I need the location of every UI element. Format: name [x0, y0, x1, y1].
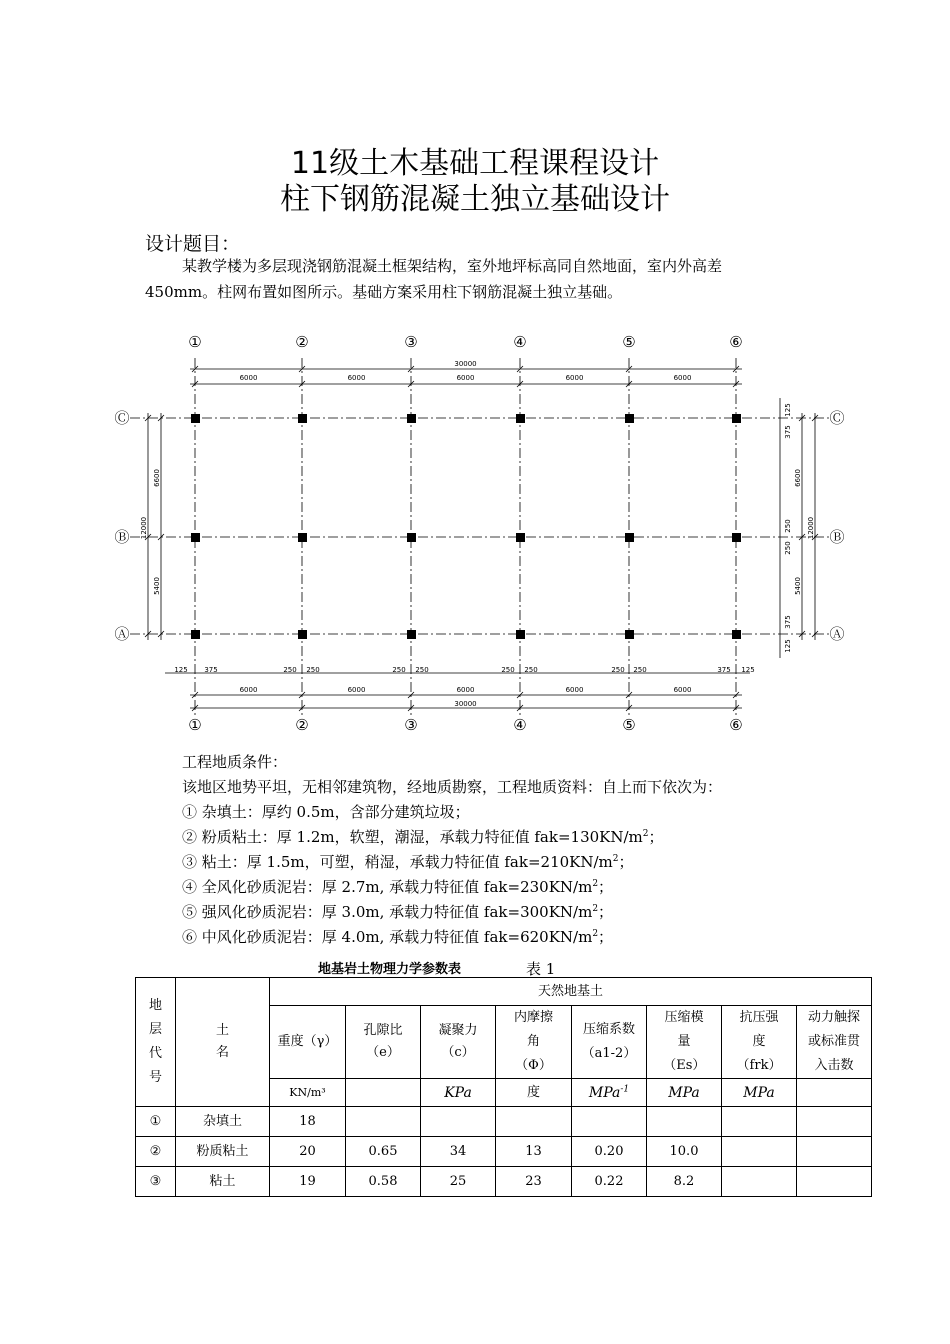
dim-row-span-right: 5400	[794, 577, 802, 595]
column-mark	[732, 630, 741, 639]
dim-offset-right: 125	[784, 403, 792, 417]
geology-layer-2: ② 粉质粘土：厚 1.2m，软塑，潮湿，承载力特征值 $fak=130KN/m^2$；	[182, 828, 664, 846]
unit-compress-modulus: MPa	[647, 1079, 722, 1107]
column-mark	[625, 414, 634, 423]
header-void-ratio: 孔隙比（e）	[346, 1006, 421, 1079]
table-title: 地基岩土物理力学参数表	[318, 962, 462, 977]
column-mark	[298, 414, 307, 423]
cell-value	[722, 1107, 797, 1137]
geology-layer-1: ① 杂填土：厚约 0.5m，含部分建筑垃圾；	[182, 803, 470, 821]
axis-number-bottom: ③	[404, 716, 418, 734]
table-row	[136, 1167, 872, 1197]
axis-letter-right: Ⓒ	[829, 409, 845, 427]
unit-penetration-count	[797, 1079, 872, 1107]
axis-letter-left: Ⓒ	[114, 409, 130, 427]
table-row	[136, 1137, 872, 1167]
unit-compress-coeff: MPa$^{-1}$	[572, 1079, 647, 1107]
dim-row-span-left: 6600	[153, 469, 161, 487]
dim-offset-bottom: 250	[415, 666, 429, 674]
axis-number-top: ①	[188, 333, 202, 351]
unit-void-ratio	[346, 1079, 421, 1107]
unit-unit-weight: KN/m³	[270, 1079, 346, 1107]
dim-bay-span-top: 6000	[347, 374, 366, 382]
column-mark	[191, 630, 200, 639]
dim-bay-span-bottom: 6000	[673, 686, 692, 694]
cell-value: 10.0	[647, 1137, 722, 1167]
dim-bay-span-top: 6000	[456, 374, 475, 382]
geology-layer-5: ⑤ 强风化砂质泥岩：厚 3.0m, 承载力特征值 $fak=300KN/m^2$；	[182, 903, 614, 921]
axis-letter-right: Ⓑ	[829, 528, 845, 546]
column-mark	[191, 414, 200, 423]
dim-offset-right: 125	[784, 639, 792, 653]
cell-value: 23	[496, 1167, 572, 1197]
dim-total-length-bottom: 30000	[454, 700, 477, 708]
column-mark	[625, 533, 634, 542]
cell-code: ②	[136, 1137, 176, 1167]
intro-line-2: 450mm。柱网布置如图所示。基础方案采用柱下钢筋混凝土独立基础。	[145, 283, 623, 301]
cell-value	[647, 1107, 722, 1137]
dim-total-width-left: 12000	[140, 516, 148, 540]
axis-number-bottom: ⑤	[622, 716, 636, 734]
dim-offset-bottom: 250	[283, 666, 297, 674]
axis-number-bottom: ②	[295, 716, 309, 734]
cell-value	[722, 1137, 797, 1167]
cell-value: 20	[270, 1137, 346, 1167]
axis-letter-right: Ⓐ	[829, 625, 845, 643]
header-soil-name: 土名	[176, 978, 270, 1107]
cell-value: 25	[421, 1167, 496, 1197]
dim-offset-right: 375	[784, 615, 792, 629]
header-compress-modulus: 压缩模量（Es）	[647, 1006, 722, 1079]
cell-value: 0.65	[346, 1137, 421, 1167]
table-number: 表 1	[526, 960, 556, 978]
cell-value	[346, 1107, 421, 1137]
section-heading: 设计题目：	[145, 233, 241, 255]
geology-layer-6: ⑥ 中风化砂质泥岩：厚 4.0m, 承载力特征值 $fak=620KN/m^2$；	[182, 928, 614, 946]
cell-value: 19	[270, 1167, 346, 1197]
cell-name: 粘土	[176, 1167, 270, 1197]
axis-number-top: ③	[404, 333, 418, 351]
cell-value	[797, 1137, 872, 1167]
cell-value: 0.22	[572, 1167, 647, 1197]
dim-bay-span-top: 6000	[239, 374, 258, 382]
geology-intro: 该地区地势平坦，无相邻建筑物，经地质勘察，工程地质资料：自上而下依次为：	[182, 778, 723, 796]
column-mark	[732, 414, 741, 423]
header-friction-angle: 内摩擦角（Φ）	[496, 1006, 572, 1079]
header-layer-code: 地层代号	[136, 978, 176, 1107]
cell-value	[572, 1107, 647, 1137]
geology-layer-3: ③ 粘土：厚 1.5m，可塑，稍湿，承载力特征值 $fak=210KN/m^2$；	[182, 853, 634, 871]
unit-friction-angle: 度	[496, 1079, 572, 1107]
header-compressive-strength: 抗压强度（frk）	[722, 1006, 797, 1079]
dim-bay-span-top: 6000	[565, 374, 584, 382]
dim-offset-bottom: 250	[306, 666, 320, 674]
header-natural-soil: 天然地基土	[270, 978, 872, 1006]
cell-value: 34	[421, 1137, 496, 1167]
dim-bay-span-top: 6000	[673, 374, 692, 382]
column-mark	[298, 533, 307, 542]
cell-value	[496, 1107, 572, 1137]
cell-value: 0.58	[346, 1167, 421, 1197]
column-mark	[516, 414, 525, 423]
axis-number-top: ②	[295, 333, 309, 351]
geology-heading: 工程地质条件：	[182, 753, 288, 771]
cell-value	[797, 1167, 872, 1197]
cell-code: ①	[136, 1107, 176, 1137]
soil-parameter-table	[135, 977, 872, 1197]
dim-bay-span-bottom: 6000	[239, 686, 258, 694]
cell-code: ③	[136, 1167, 176, 1197]
axis-number-bottom: ①	[188, 716, 202, 734]
cell-value: 0.20	[572, 1137, 647, 1167]
dim-offset-bottom: 250	[501, 666, 515, 674]
dim-offset-bottom: 250	[633, 666, 647, 674]
dim-row-span-right: 6600	[794, 469, 802, 487]
header-unit-weight: 重度（γ）	[270, 1006, 346, 1079]
table-row	[136, 1107, 872, 1137]
header-compress-coeff: 压缩系数（a1-2）	[572, 1006, 647, 1079]
axis-letter-left: Ⓑ	[114, 528, 130, 546]
dim-offset-bottom: 375	[204, 666, 218, 674]
title-line-1: 11级土木基础工程课程设计	[290, 146, 660, 181]
header-penetration-count: 动力触探或标准贯入击数	[797, 1006, 872, 1079]
cell-value	[722, 1167, 797, 1197]
dim-offset-bottom: 250	[611, 666, 625, 674]
axis-letter-left: Ⓐ	[114, 625, 130, 643]
cell-value: 13	[496, 1137, 572, 1167]
unit-cohesion: KPa	[421, 1079, 496, 1107]
cell-value	[421, 1107, 496, 1137]
dim-offset-bottom: 250	[392, 666, 406, 674]
column-mark	[191, 533, 200, 542]
dim-offset-right: 375	[784, 425, 792, 439]
dim-offset-bottom: 125	[174, 666, 188, 674]
axis-number-top: ⑤	[622, 333, 636, 351]
dim-bay-span-bottom: 6000	[347, 686, 366, 694]
column-mark	[407, 414, 416, 423]
cell-value	[797, 1107, 872, 1137]
cell-name: 粉质粘土	[176, 1137, 270, 1167]
column-mark	[407, 533, 416, 542]
column-mark	[407, 630, 416, 639]
dim-offset-right: 250	[784, 541, 792, 555]
title-line-2: 柱下钢筋混凝土独立基础设计	[280, 182, 670, 217]
column-mark	[732, 533, 741, 542]
dim-row-span-left: 5400	[153, 577, 161, 595]
column-mark	[625, 630, 634, 639]
dim-total-length-top: 30000	[454, 360, 477, 368]
column-mark	[516, 533, 525, 542]
dim-offset-bottom: 250	[524, 666, 538, 674]
axis-number-top: ⑥	[729, 333, 743, 351]
unit-compressive-strength: MPa	[722, 1079, 797, 1107]
column-mark	[298, 630, 307, 639]
header-cohesion: 凝聚力（c）	[421, 1006, 496, 1079]
dim-offset-bottom: 125	[741, 666, 755, 674]
cell-value: 8.2	[647, 1167, 722, 1197]
dim-offset-bottom: 375	[717, 666, 731, 674]
column-mark	[516, 630, 525, 639]
axis-number-bottom: ④	[513, 716, 527, 734]
dim-offset-right: 250	[784, 519, 792, 533]
dim-total-width-right: 12000	[807, 516, 815, 540]
dim-bay-span-bottom: 6000	[565, 686, 584, 694]
cell-name: 杂填土	[176, 1107, 270, 1137]
axis-number-top: ④	[513, 333, 527, 351]
dim-bay-span-bottom: 6000	[456, 686, 475, 694]
axis-number-bottom: ⑥	[729, 716, 743, 734]
column-grid-plan	[110, 328, 850, 740]
intro-line-1: 某教学楼为多层现浇钢筋混凝土框架结构，室外地坪标高同自然地面，室内外高差	[182, 257, 723, 275]
cell-value: 18	[270, 1107, 346, 1137]
geology-layer-4: ④ 全风化砂质泥岩：厚 2.7m, 承载力特征值 $fak=230KN/m^2$；	[182, 878, 614, 896]
